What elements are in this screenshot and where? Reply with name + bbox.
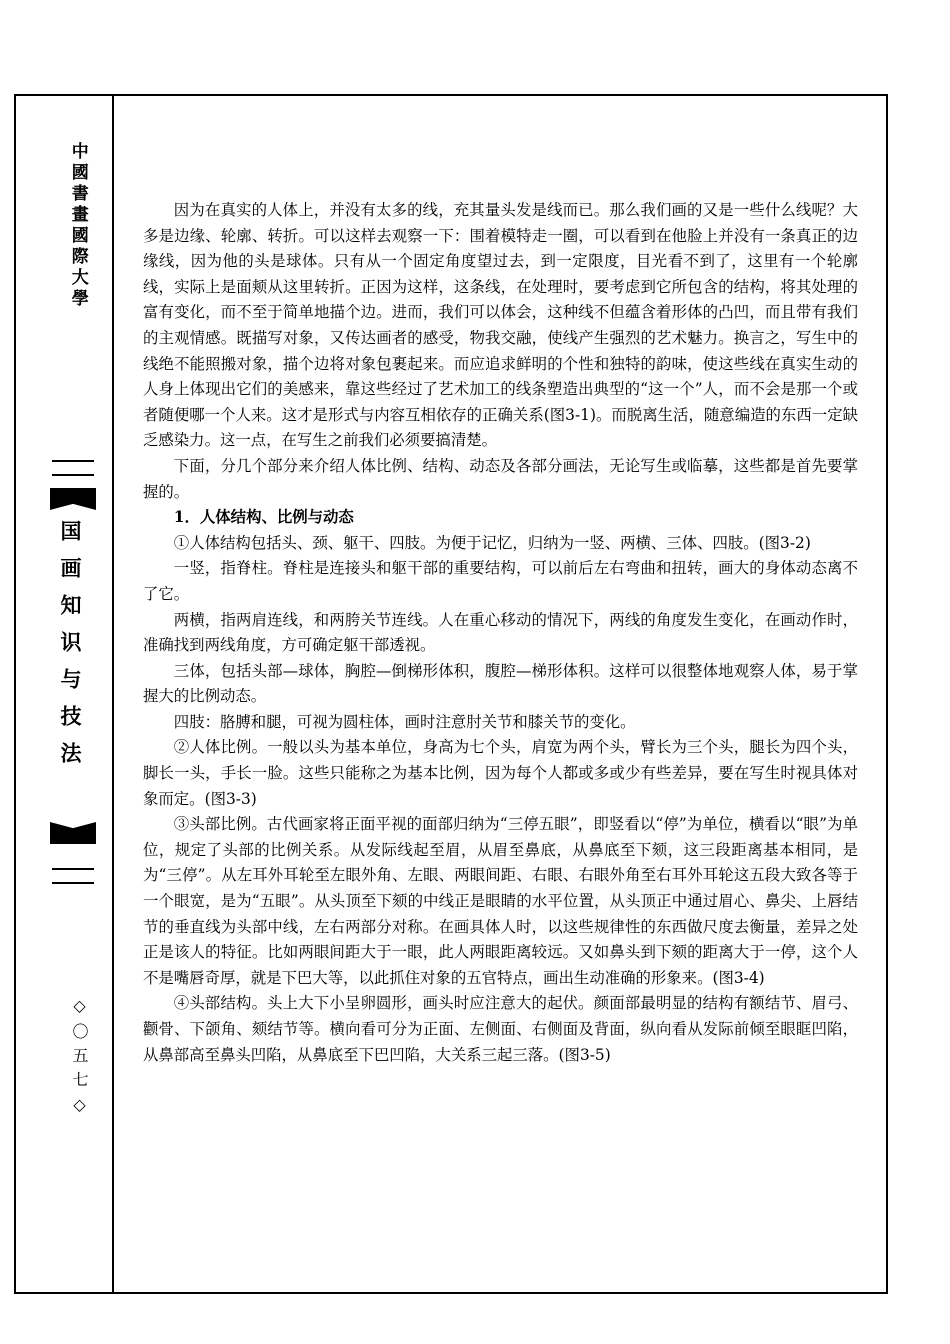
book-title: 国画知识与技法 bbox=[58, 520, 83, 779]
series-title: 中國書畫國際大學 bbox=[67, 142, 88, 310]
sidebar-rule-bottom-2 bbox=[52, 882, 94, 884]
paragraph: ②人体比例。一般以头为基本单位，身高为七个头，肩宽为两个头，臂长为三个头，腿长为四个头，脚长一头，手长一脸。这些只能称之为基本比例，因为每个人都或多或少有些差异，要在写生时视具体对象而定。(图3-3) bbox=[143, 738, 858, 808]
paragraph: 因为在真实的人体上，并没有太多的线，充其量头发是线而已。那么我们画的又是一些什么线呢？大多是边缘、轮廓、转折。可以这样去观察一下：围着模特走一圈，可以看到在他脸上并没有一条真正的边缘线，因为他的头是球体。只有从一个固定角度望过去，到一定限度，目光看不到了，这里有一个轮廓线，实际上是面颊从这里转折。正因为这样，这条线，在处理时，要考虑到它所包含的结构，将其处理的富有变化，而不至于简单地描个边。进而，我们可以体会，这种线不但蕴含着形体的凸凹，而且带有我们的主观情感。既描写对象，又传达画者的感受，物我交融，使线产生强烈的艺术魅力。换言之，写生中的线绝不能照搬对象，描个边将对象包裹起来。而应追求鲜明的个性和独特的韵味，使这些线在真实生动的人身上体现出它们的美感来，靠这些经过了艺术加工的线条塑造出典型的“这一个”人，而不会是那一个或者随便哪一个人来。这才是形式与内容互相依存的正确关系(图3-1)。而脱离生活，随意编造的东西一定缺乏感染力。这一点，在写生之前我们必须要搞清楚。 bbox=[143, 201, 858, 450]
paragraph: ①人体结构包括头、颈、躯干、四肢。为便于记忆，归纳为一竖、两横、三体、四肢。(图3-2) bbox=[173, 533, 811, 552]
body-text bbox=[143, 198, 858, 1068]
page-number: ◇〇五七◇ bbox=[70, 996, 89, 1122]
sidebar bbox=[16, 96, 112, 1292]
section-heading: 1．人体结构、比例与动态 bbox=[173, 508, 354, 527]
paragraph: ③头部比例。古代画家将正面平视的面部归纳为“三停五眼”，即竖看以“停”为单位，横看以“眼”为单位，规定了头部的比例关系。从发际线起至眉，从眉至鼻底，从鼻底至下颏，这三段距离基本相同，是为“三停”。从左耳外耳轮至左眼外角、左眼、两眼间距、右眼、右眼外角至右耳外耳轮这五段大致各等于一个眼宽，是为“五眼”。从头顶至下颏的中线正是眼睛的水平位置，从头顶正中通过眉心、鼻尖、上唇结节的垂直线为头部中线，左右两部分对称。在画具体人时，以这些规律性的东西做尺度去衡量，差异之处正是该人的特征。比如两眼间距大于一眼，此人两眼距离较远。又如鼻头到下颏的距离大于一停，这个人不是嘴唇奇厚，就是下巴大等，以此抓住对象的五官特点，画出生动准确的形象来。(图3-4) bbox=[143, 815, 858, 987]
paragraph: 两横，指两肩连线，和两胯关节连线。人在重心移动的情况下，两线的角度发生变化，在画动作时，准确找到两线角度，方可确定躯干部透视。 bbox=[143, 610, 858, 655]
paragraph: 四肢：胳膊和腿，可视为圆柱体，画时注意肘关节和膝关节的变化。 bbox=[173, 712, 636, 731]
bookmark-ornament-bottom bbox=[50, 822, 96, 844]
paragraph: ④头部结构。头上大下小呈卵圆形，画头时应注意大的起伏。颜面部最明显的结构有额结节、眉弓、颧骨、下颌角、颏结节等。横向看可分为正面、左侧面、右侧面及背面，纵向看从发际前倾至眼眶凹陷，从鼻部高至鼻头凹陷，从鼻底至下巴凹陷，大关系三起三落。(图3-5) bbox=[143, 994, 858, 1064]
paragraph: 三体，包括头部—球体，胸腔—倒梯形体积，腹腔—梯形体积。这样可以很整体地观察人体，易于掌握大的比例动态。 bbox=[143, 661, 858, 706]
paragraph: 一竖，指脊柱。脊柱是连接头和躯干部的重要结构，可以前后左右弯曲和扭转，画大的身体动态离不了它。 bbox=[143, 559, 858, 603]
sidebar-rule-bottom-1 bbox=[52, 868, 94, 870]
sidebar-rule-top-2 bbox=[52, 474, 94, 476]
sidebar-divider bbox=[112, 94, 114, 1294]
sidebar-rule-top-1 bbox=[52, 460, 94, 462]
bookmark-ornament-top bbox=[50, 488, 96, 510]
paragraph: 下面，分几个部分来介绍人体比例、结构、动态及各部分画法，无论写生或临摹，这些都是首先要掌握的。 bbox=[143, 456, 858, 501]
